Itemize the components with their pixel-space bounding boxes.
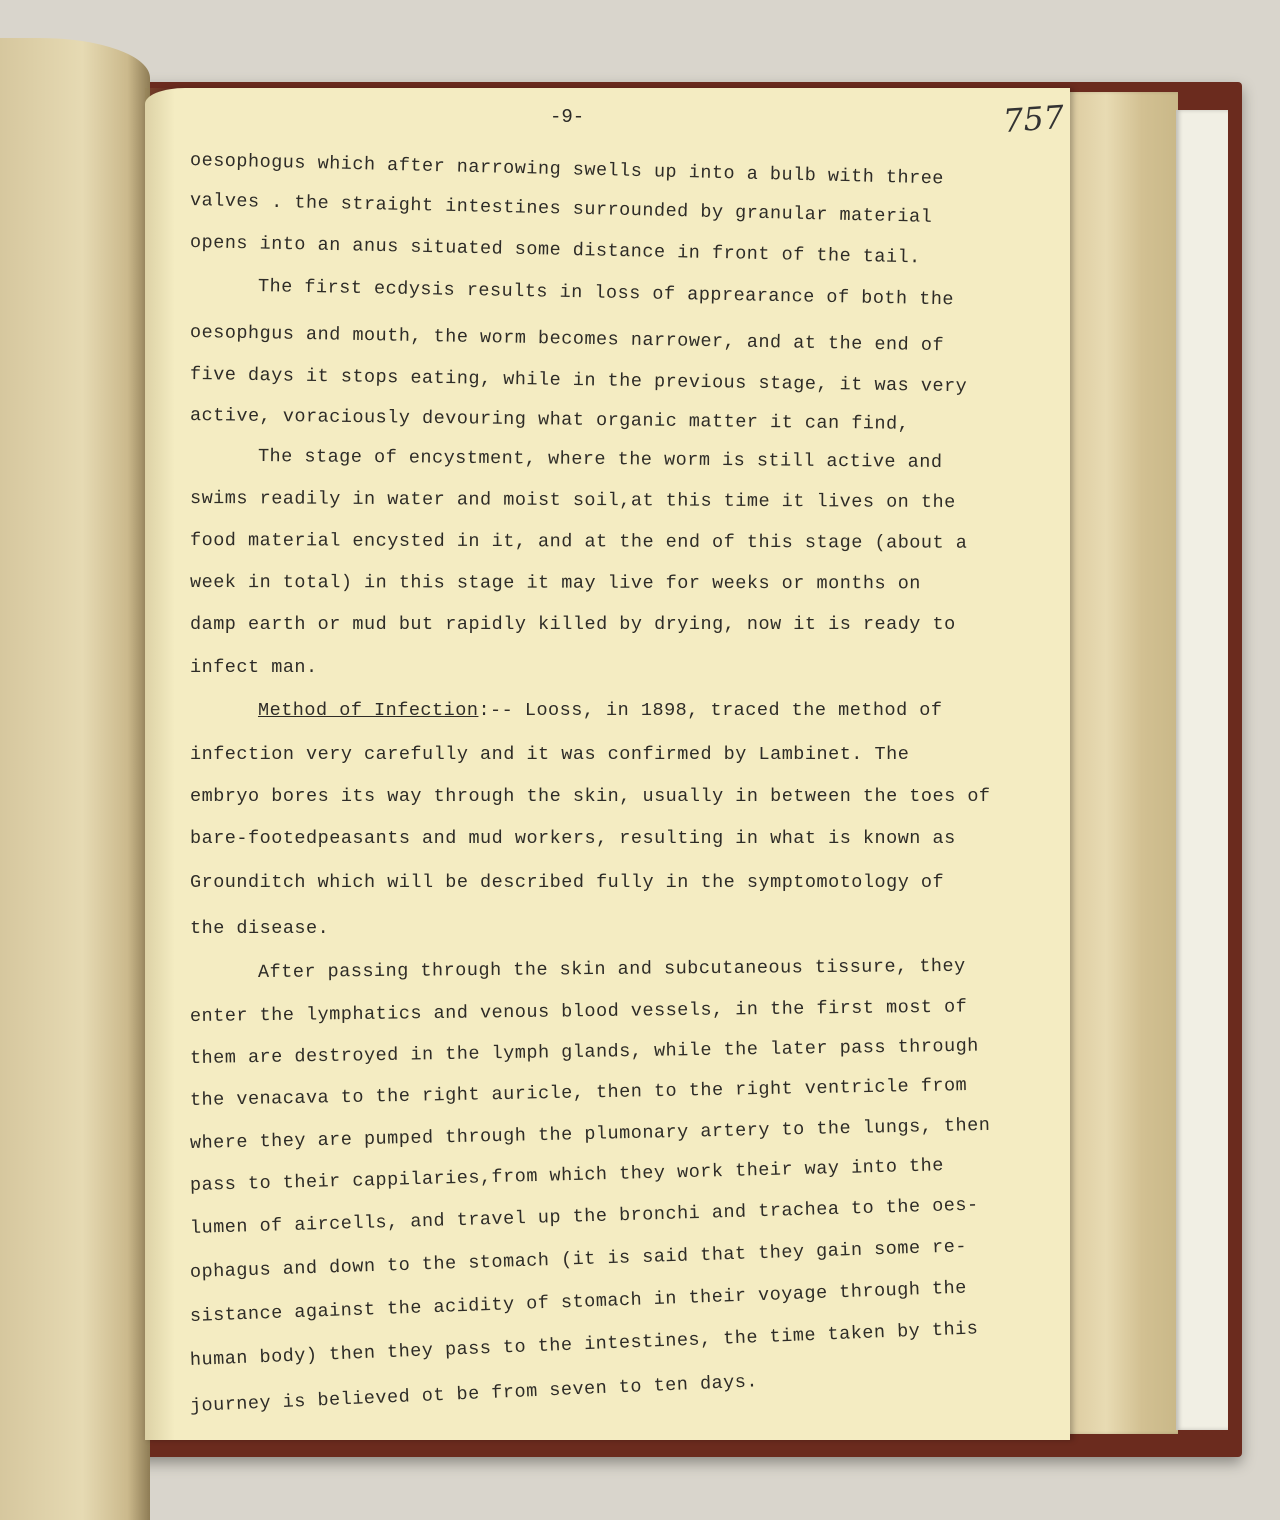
page-edges (1058, 92, 1178, 1434)
text-line: where they are pumped through the plumonary artery to the lungs, then (189, 1114, 991, 1154)
text-line: oesophgus and mouth, the worm becomes narrower, and at the end of (189, 322, 945, 357)
text-line: journey is believed ot be from seven to ten days. (189, 1371, 759, 1417)
text-line: damp earth or mud but rapidly killed by drying, now it is ready to (190, 614, 956, 635)
text-line: bare-footedpeasants and mud workers, resulting in what is known as (190, 828, 956, 849)
text-line: five days it stops eating, while in the previous stage, it was very (189, 364, 968, 398)
text-line: :-- Looss, in 1898, traced the method of (478, 700, 943, 721)
text-line: opens into an anus situated some distance in front of the tail. (189, 232, 921, 269)
handwritten-folio: 757 (1001, 97, 1066, 141)
text-line: the disease. (190, 918, 330, 939)
page-gutter-shade (145, 88, 175, 1440)
text-line: human body) then they pass to the intestines, the time taken by this (189, 1318, 979, 1371)
text-line: infection very carefully and it was confirmed by Lambinet. The (190, 744, 910, 765)
text-line: them are destroyed in the lymph glands, while the later pass through (189, 1035, 980, 1069)
text-line: swims readily in water and moist soil,at this time it lives on the (189, 488, 956, 514)
text-line: active, voraciously devouring what organic matter it can find, (189, 405, 910, 435)
text-line: oesophogus which after narrowing swells up into a bulb with three (189, 150, 945, 190)
text-line: enter the lymphatics and venous blood vessels, in the first most of (189, 996, 968, 1027)
text-line: week in total) in this stage it may live for weeks or months on (189, 572, 921, 595)
text-line: The stage of encystment, where the worm is still active and (257, 446, 943, 473)
text-line: lumen of aircells, and travel up the bronchi and trachea to the oes- (189, 1194, 979, 1239)
text-line: infect man. (190, 657, 318, 678)
endpaper (1176, 110, 1228, 1430)
typed-page (145, 88, 1070, 1440)
text-line: After passing through the skin and subcutaneous tissure, they (257, 955, 966, 983)
text-line: sistance against the acidity of stomach in their voyage through the (189, 1277, 968, 1327)
text-line: pass to their cappilaries,from which they work their way into the (189, 1155, 945, 1196)
left-page (0, 38, 150, 1520)
text-line: Grounditch which will be described fully in the symptomotology of (190, 872, 945, 893)
text-line: The first ecdysis results in loss of apprearance of both the (257, 276, 955, 311)
text-line: the venacava to the right auricle, then to the right ventricle from (189, 1075, 968, 1111)
text-line: embryo bores its way through the skin, usually in between the toes of (190, 786, 991, 807)
section-heading: Method of Infection (258, 700, 479, 721)
text-line: ophagus and down to the stomach (it is said that they gain some re- (189, 1236, 968, 1283)
text-line: food material encysted in it, and at the end of this stage (about a (189, 530, 968, 554)
page-number: -9- (550, 106, 585, 128)
text-line: valves . the straight intestines surrounded by granular material (189, 190, 933, 228)
section-heading-line (258, 700, 943, 721)
